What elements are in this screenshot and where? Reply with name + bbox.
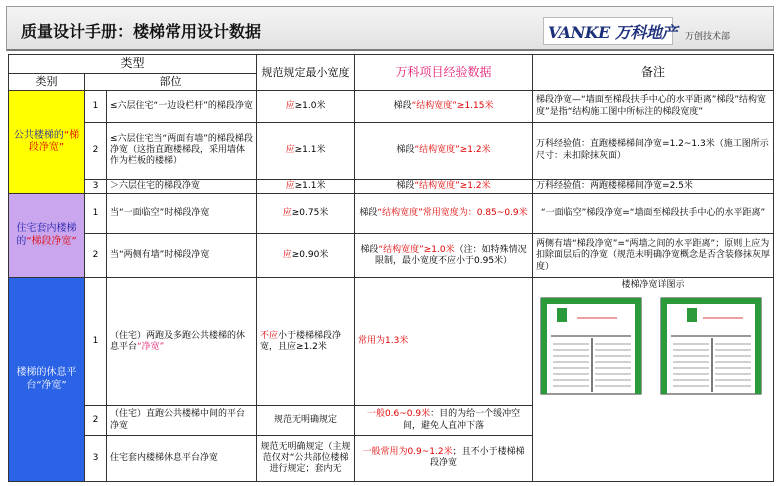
table-row [9, 179, 774, 194]
row-spec: 应≥0.90米 [257, 234, 355, 278]
row-vanke: 梯段“结构宽度”≥1.15米 [355, 91, 533, 122]
row-position: 住宅套内楼梯休息平台净宽 [107, 435, 257, 481]
row-number: 2 [85, 406, 107, 435]
row-number: 2 [85, 234, 107, 278]
diagram-title: 楼梯净宽详图示 [621, 280, 685, 291]
row-number: 1 [85, 278, 107, 406]
row-vanke: 一般0.6~0.9米：目的为给一个缓冲空间，避免人直冲下落 [355, 406, 533, 435]
stair-diagram-cell [533, 278, 774, 482]
category-public-stair: 公共楼梯的“梯段净宽” [9, 91, 85, 194]
row-spec: 规范无明确规定 [257, 406, 355, 435]
table-row [9, 278, 774, 406]
row-number: 1 [85, 194, 107, 234]
row-note: 万科经验值：两跑楼梯梯间净宽=2.5米 [533, 179, 774, 194]
row-position: 当“一面临空”时梯段净宽 [107, 194, 257, 234]
row-note: 梯段净宽—“墙面至梯段扶手中心的水平距离”梯段”结构宽度”是指“结构施工图中所标注的梯段宽度” [533, 91, 774, 122]
header-note: 备注 [533, 55, 774, 91]
row-number: 1 [85, 91, 107, 122]
header-position: 部位 [85, 73, 257, 91]
department-label: 万创技术部 [685, 32, 731, 42]
row-position: （住宅）直跑公共楼梯中间的平台净宽 [107, 406, 257, 435]
row-position: ＞六层住宅的梯段净宽 [107, 179, 257, 194]
header-spec: 规范规定最小宽度 [257, 55, 355, 91]
row-spec: 应≥1.0米 [257, 91, 355, 122]
row-spec: 规范无明确规定（主规范仅对“公共部位楼梯进行规定；套内无 [257, 435, 355, 481]
row-number: 3 [85, 435, 107, 481]
header-vanke: 万科项目经验数据 [355, 55, 533, 91]
stair-data-table [8, 54, 774, 482]
row-position: ≤六层住宅“一边设栏杆”的梯段净宽 [107, 91, 257, 122]
row-note: 两侧有墙“梯段净宽”=“两墙之间的水平距离”；原则上应为扣除面层后的净宽（规范未明确净宽概念是否含装修抹灰厚度） [533, 234, 774, 278]
vanke-logo [543, 17, 677, 45]
row-vanke: 梯段“结构宽度”常用宽度为：0.85~0.9米 [355, 194, 533, 234]
table-row [9, 234, 774, 278]
logo-text: VANKE 万科地产 [548, 22, 677, 42]
stair-plan-diagram [537, 294, 769, 398]
category-indoor-stair: 住宅套内楼梯的“梯段净宽” [9, 194, 85, 278]
row-note: 万科经验值：直跑楼梯梯间净宽=1.2~1.3米（施工图所示尺寸：未扣除抹灰面） [533, 122, 774, 179]
row-vanke: 一般常用为0.9~1.2米；且不小于楼梯梯段净宽 [355, 435, 533, 481]
row-vanke: 梯段“结构宽度”≥1.2米 [355, 122, 533, 179]
page-title: 质量设计手册：楼梯常用设计数据 [21, 22, 262, 41]
row-position: ≤六层住宅当“两面有墙”的梯段梯段净宽（这指直跑楼梯段，采用墙体作为栏板的楼梯） [107, 122, 257, 179]
row-vanke: 梯段“结构宽度”≥1.2米 [355, 179, 533, 194]
header-category: 类别 [9, 73, 85, 91]
row-spec: 应≥1.1米 [257, 179, 355, 194]
table-row [9, 122, 774, 179]
table-row [9, 194, 774, 234]
row-position: （住宅）两跑及多跑公共楼梯的休息平台“净宽” [107, 278, 257, 406]
row-spec: 应≥1.1米 [257, 122, 355, 179]
row-spec: 不应小于楼梯梯段净宽，且应≥1.2米 [257, 278, 355, 406]
row-position: 当“两侧有墙”时梯段净宽 [107, 234, 257, 278]
row-number: 3 [85, 179, 107, 194]
row-note: “一面临空”梯段净宽=“墙面至梯段扶手中心的水平距离” [533, 194, 774, 234]
row-vanke: 梯段“结构宽度”≥1.0米（注：如特殊情况限制，最小宽度不应小于0.95米） [355, 234, 533, 278]
row-number: 2 [85, 122, 107, 179]
row-spec: 应≥0.75米 [257, 194, 355, 234]
row-vanke: 常用为1.3米 [355, 278, 533, 406]
title-bar [6, 6, 774, 51]
category-landing: 楼梯的休息平台“净宽” [9, 278, 85, 482]
header-type: 类型 [9, 55, 257, 74]
table-row [9, 91, 774, 122]
